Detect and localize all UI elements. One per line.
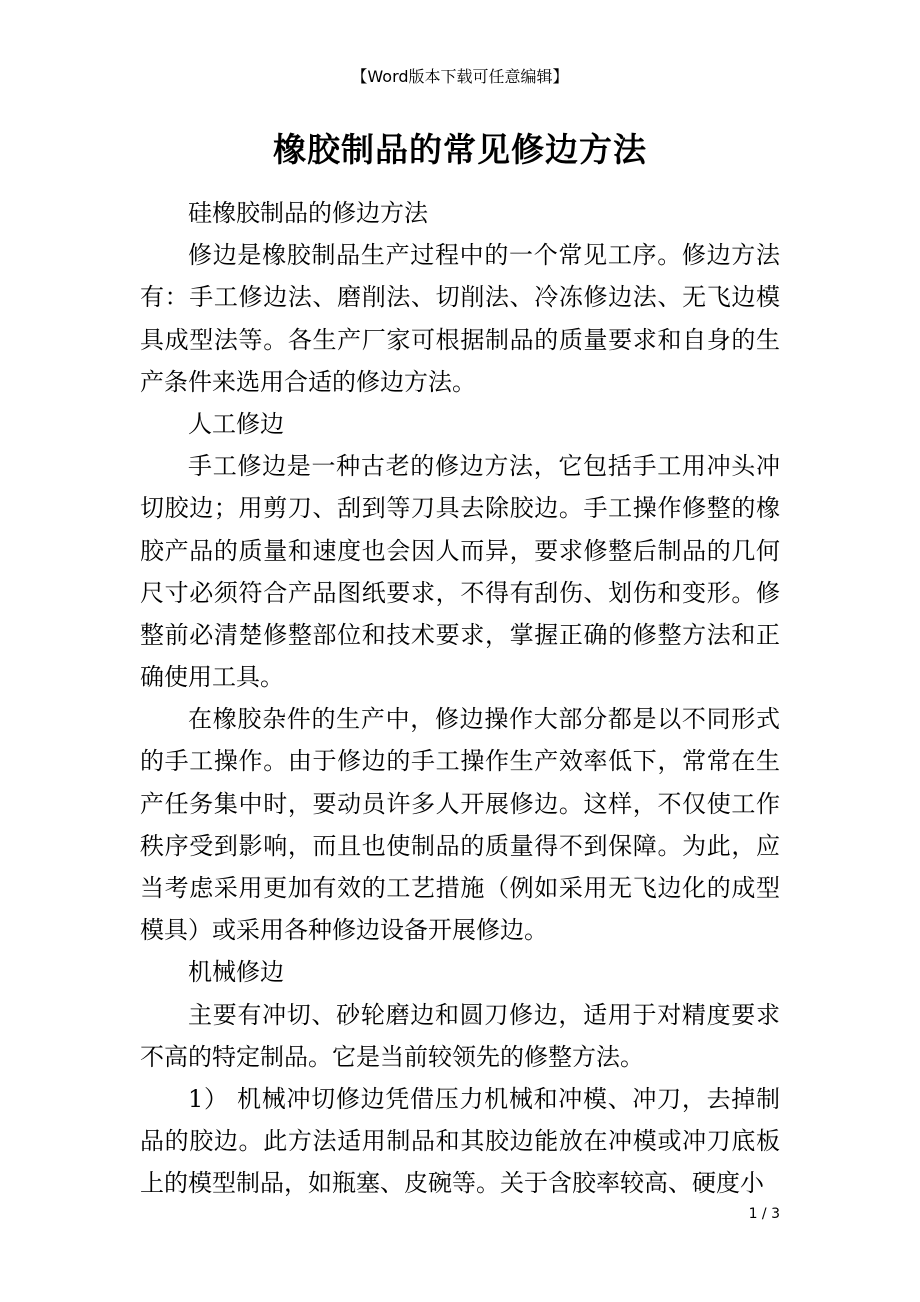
page-number: 1 / 3 [748, 1206, 780, 1222]
document-title: 橡胶制品的常见修边方法 [273, 130, 647, 169]
text-line: 尺寸必须符合产品图纸要求，不得有刮伤、划伤和变形。修 [140, 578, 780, 607]
text-line: 产任务集中时，要动员许多人开展修边。这样，不仅使工作 [140, 789, 780, 818]
text-line: 具成型法等。各生产厂家可根据制品的质量要求和自身的生 [140, 325, 780, 354]
text-line: 确使用工具。 [140, 663, 284, 692]
text-line: 的手工操作。由于修边的手工操作生产效率低下，常常在生 [140, 747, 780, 776]
paragraph [140, 1078, 780, 1205]
text-line: 整前必清楚修整部位和技术要求，掌握正确的修整方法和正 [140, 620, 780, 649]
text-line: 修边是橡胶制品生产过程中的一个常见工序。修边方法 [188, 241, 780, 270]
text-line: 胶产品的质量和速度也会因人而异，要求修整后制品的几何 [140, 536, 780, 565]
document-body [140, 192, 780, 1205]
text-line: 手工修边是一种古老的修边方法，它包括手工用冲头冲 [188, 452, 780, 481]
text-line: 硅橡胶制品的修边方法 [188, 199, 428, 227]
text-line: 上的模型制品，如瓶塞、皮碗等。关于含胶率较高、硬度小 [140, 1169, 764, 1198]
text-line: 1） 机械冲切修边凭借压力机械和冲模、冲刀，去掉制 [188, 1084, 780, 1113]
paragraph [140, 192, 780, 234]
paragraph [140, 234, 780, 403]
paragraph [140, 994, 780, 1078]
text-line: 有：手工修边法、磨削法、切削法、冷冻修边法、无飞边模 [140, 283, 780, 312]
text-line: 主要有冲切、砂轮磨边和圆刀修边，适用于对精度要求 [188, 1000, 780, 1029]
document-header-note: 【Word版本下载可任意编辑】 [351, 67, 569, 86]
text-line: 产条件来选用合适的修边方法。 [140, 367, 476, 396]
text-line: 切胶边；用剪刀、刮到等刀具去除胶边。手工操作修整的橡 [140, 494, 780, 523]
text-line: 在橡胶杂件的生产中，修边操作大部分都是以不同形式 [188, 705, 780, 734]
text-line: 品的胶边。此方法适用制品和其胶边能放在冲模或冲刀底板 [140, 1127, 780, 1156]
text-line: 当考虑采用更加有效的工艺措施（例如采用无飞边化的成型 [140, 874, 780, 902]
text-line: 机械修边 [188, 958, 284, 987]
paragraph [140, 698, 780, 951]
text-line: 模具）或采用各种修边设备开展修边。 [140, 916, 548, 945]
paragraph [140, 951, 780, 993]
paragraph [140, 445, 780, 698]
paragraph [140, 403, 780, 445]
text-line: 不高的特定制品。它是当前较领先的修整方法。 [140, 1042, 644, 1071]
text-line: 人工修边 [188, 409, 284, 438]
text-line: 秩序受到影响，而且也使制品的质量得不到保障。为此，应 [140, 831, 780, 860]
